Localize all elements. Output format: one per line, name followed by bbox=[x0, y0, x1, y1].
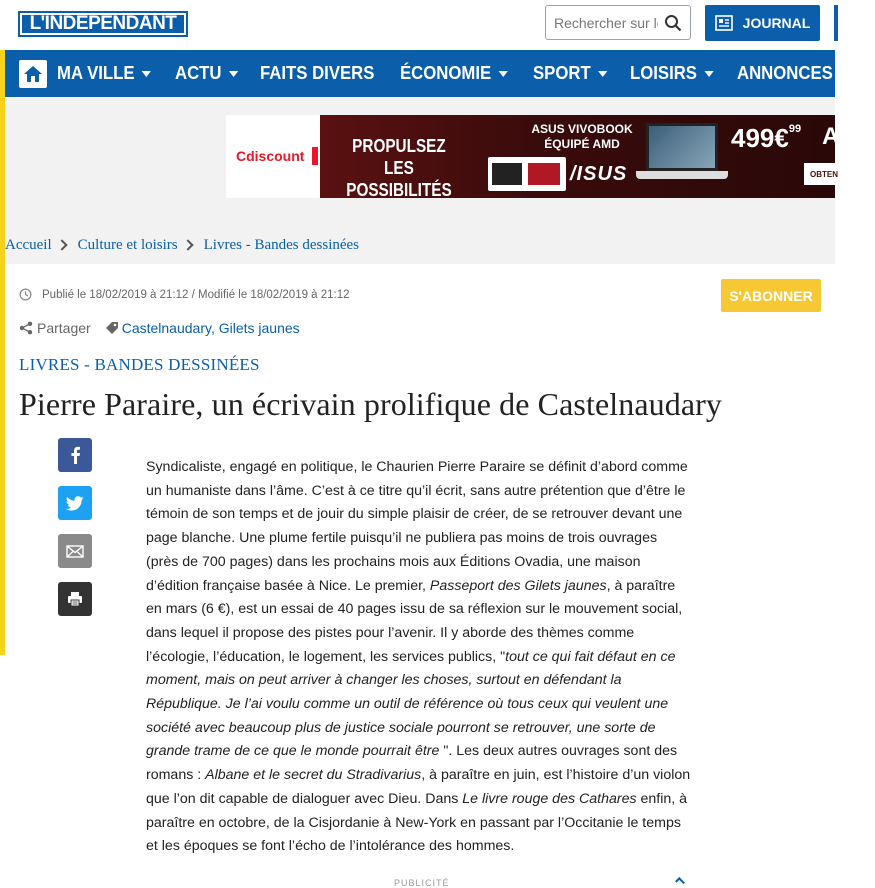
print-button[interactable] bbox=[58, 582, 92, 616]
search-icon[interactable] bbox=[664, 14, 682, 32]
nav-item-label: ÉCONOMIE bbox=[400, 63, 492, 83]
search-input[interactable] bbox=[554, 14, 658, 32]
clock-icon bbox=[19, 288, 32, 301]
nav-item-faits-divers[interactable] bbox=[260, 63, 374, 84]
edge-button[interactable] bbox=[834, 5, 838, 41]
twitter-share-button[interactable] bbox=[58, 486, 92, 520]
journal-icon bbox=[715, 15, 733, 31]
main-nav bbox=[5, 50, 835, 97]
facebook-share-button[interactable] bbox=[58, 438, 92, 472]
chevron-right-icon bbox=[56, 239, 67, 250]
chevron-down-icon bbox=[229, 71, 238, 77]
nav-item-label: LOISIRS bbox=[630, 63, 698, 83]
journal-button[interactable] bbox=[705, 5, 820, 41]
facebook-icon bbox=[68, 446, 82, 464]
share-row bbox=[19, 320, 300, 336]
ad-product: ASUS VIVOBOOK ÉQUIPÉ AMD bbox=[531, 122, 633, 151]
publish-date: Publié le 18/02/2019 à 21:12 / Modifié le 18/02/2019 à 21:12 bbox=[42, 288, 350, 301]
top-header bbox=[0, 0, 835, 50]
nav-item-label: MA VILLE bbox=[57, 63, 135, 83]
nav-item-label: SPORT bbox=[533, 63, 592, 83]
article-category[interactable]: LIVRES - BANDES DESSINÉES bbox=[19, 355, 260, 374]
breadcrumb-livres[interactable]: Livres - Bandes dessinées bbox=[203, 236, 360, 253]
ad-price-suffix: A bbox=[822, 123, 840, 150]
nav-item-label: ACTU bbox=[175, 63, 222, 83]
ad-banner[interactable] bbox=[226, 115, 840, 200]
author-quote: tout ce qui fait défaut en ce moment, mais on peut arriver à changer les choses, surtout en défendant la République. Je l’ai voulu comme un outil de référence où tous ceux qui veulent une société avec beaucoup plus de justice sociale pourront se retrouver, une sorte de grande trame de ce que le monde pourrait être bbox=[146, 648, 676, 760]
nav-item-annonces[interactable] bbox=[737, 63, 850, 84]
laptop-image bbox=[636, 123, 726, 185]
home-icon bbox=[23, 65, 43, 83]
book-title-livre-rouge: Le livre rouge des Cathares bbox=[462, 790, 637, 807]
ad-headline: PROPULSEZ LES POSSIBILITÉS bbox=[346, 136, 452, 200]
share-icon[interactable] bbox=[19, 321, 33, 335]
article-title: Pierre Paraire, un écrivain prolifique de Castelnaudary bbox=[19, 386, 722, 422]
chevron-down-icon bbox=[841, 71, 850, 77]
book-title-passeport: Passeport des Gilets jaunes bbox=[429, 577, 607, 594]
nav-items bbox=[57, 50, 875, 97]
nav-item-label: ANNONCES bbox=[737, 63, 834, 83]
chevron-up-icon[interactable] bbox=[675, 877, 685, 887]
nav-item-ma-ville[interactable] bbox=[57, 63, 151, 84]
nav-item-économie[interactable] bbox=[400, 63, 508, 84]
site-logo[interactable]: L'INDEPENDANT bbox=[18, 11, 188, 37]
ad-brand: Cdiscount bbox=[236, 148, 305, 164]
nav-item-loisirs[interactable] bbox=[630, 63, 714, 84]
article-tags[interactable]: Castelnaudary, Gilets jaunes bbox=[121, 320, 300, 336]
ad-cta-button[interactable]: OBTEN bbox=[804, 163, 844, 185]
article-body: Syndicaliste, engagé en politique, le Chaurien Pierre Paraire se définit d’abord comme un humaniste dans l’âme. C’est à ce titre qu’il écrit, sans autre prétention que d’être le témoin de son temps et de jouir du simple plaisir de créer, de se retrouver devant une page blanche. Une plume fertile puisqu’il ne publiera pas moins de trois ouvrages (près de 700 pages) dans les prochains mois aux Éditions Ovadia, une maison d’édition française basée à Nice. Le premier, Passeport des Gilets jaunes, à paraître en mars (6 €), est un essai de 40 pages issu de sa réflexion sur le mouvement social, dans lequel il propose des pistes pour l’avenir. Il y aborde des thèmes comme l’écologie, l’éducation, le logement, les services publics, "tout ce qui fait défaut en ce moment, mais on peut arriver à changer les choses, surtout en défendant la République. Je l’ai voulu comme un outil de référence où tous ceux qui veulent une société avec beaucoup plus de justice sociale pourront se retrouver, une sorte de grande trame de ce que le monde pourrait être ". Les deux autres ouvrages sont des romans : Albane et le secret du Stradivarius, à paraître en juin, est l’histoire d’un violon que l’on dit capable de dialoguer avec Dieu. Dans Le livre rouge des Cathares enfin, à paraître en octobre, de la Cisjordanie à New-York en passant par l’Occitanie le temps et les époques se font l’écho de l’intolérance des hommes. bbox=[146, 459, 691, 855]
chevron-right-icon bbox=[182, 239, 193, 250]
mail-share-button[interactable] bbox=[58, 534, 92, 568]
book-title-albane: Albane et le secret du Stradivarius bbox=[205, 767, 422, 784]
chevron-down-icon bbox=[705, 71, 714, 77]
ryzen-radeon-logo bbox=[488, 157, 566, 191]
nav-item-actu[interactable] bbox=[175, 63, 238, 84]
home-button[interactable] bbox=[19, 60, 47, 88]
breadcrumb-culture[interactable]: Culture et loisirs bbox=[77, 236, 178, 253]
tag-icon bbox=[105, 321, 119, 335]
breadcrumb bbox=[5, 235, 359, 255]
article-meta bbox=[19, 288, 350, 301]
ad-label: PUBLICITÉ bbox=[394, 878, 450, 888]
chevron-down-icon bbox=[499, 71, 508, 77]
chevron-down-icon bbox=[142, 71, 151, 77]
nav-item-label: FAITS DIVERS bbox=[260, 63, 375, 83]
twitter-icon bbox=[66, 496, 84, 511]
mail-icon bbox=[66, 545, 84, 558]
breadcrumb-home[interactable]: Accueil bbox=[5, 236, 52, 253]
ad-price: 499€$^{99}$ bbox=[731, 123, 802, 153]
journal-label: JOURNAL bbox=[742, 15, 811, 31]
nav-item-sport[interactable] bbox=[533, 63, 607, 84]
asus-logo: /ISUS bbox=[570, 163, 628, 185]
chevron-down-icon bbox=[599, 71, 608, 77]
print-icon bbox=[67, 591, 83, 607]
share-label[interactable]: Partager bbox=[37, 320, 91, 336]
search-box bbox=[545, 5, 691, 40]
ad-brand-tag bbox=[312, 147, 318, 165]
subscribe-button[interactable]: S'ABONNER bbox=[721, 279, 821, 312]
